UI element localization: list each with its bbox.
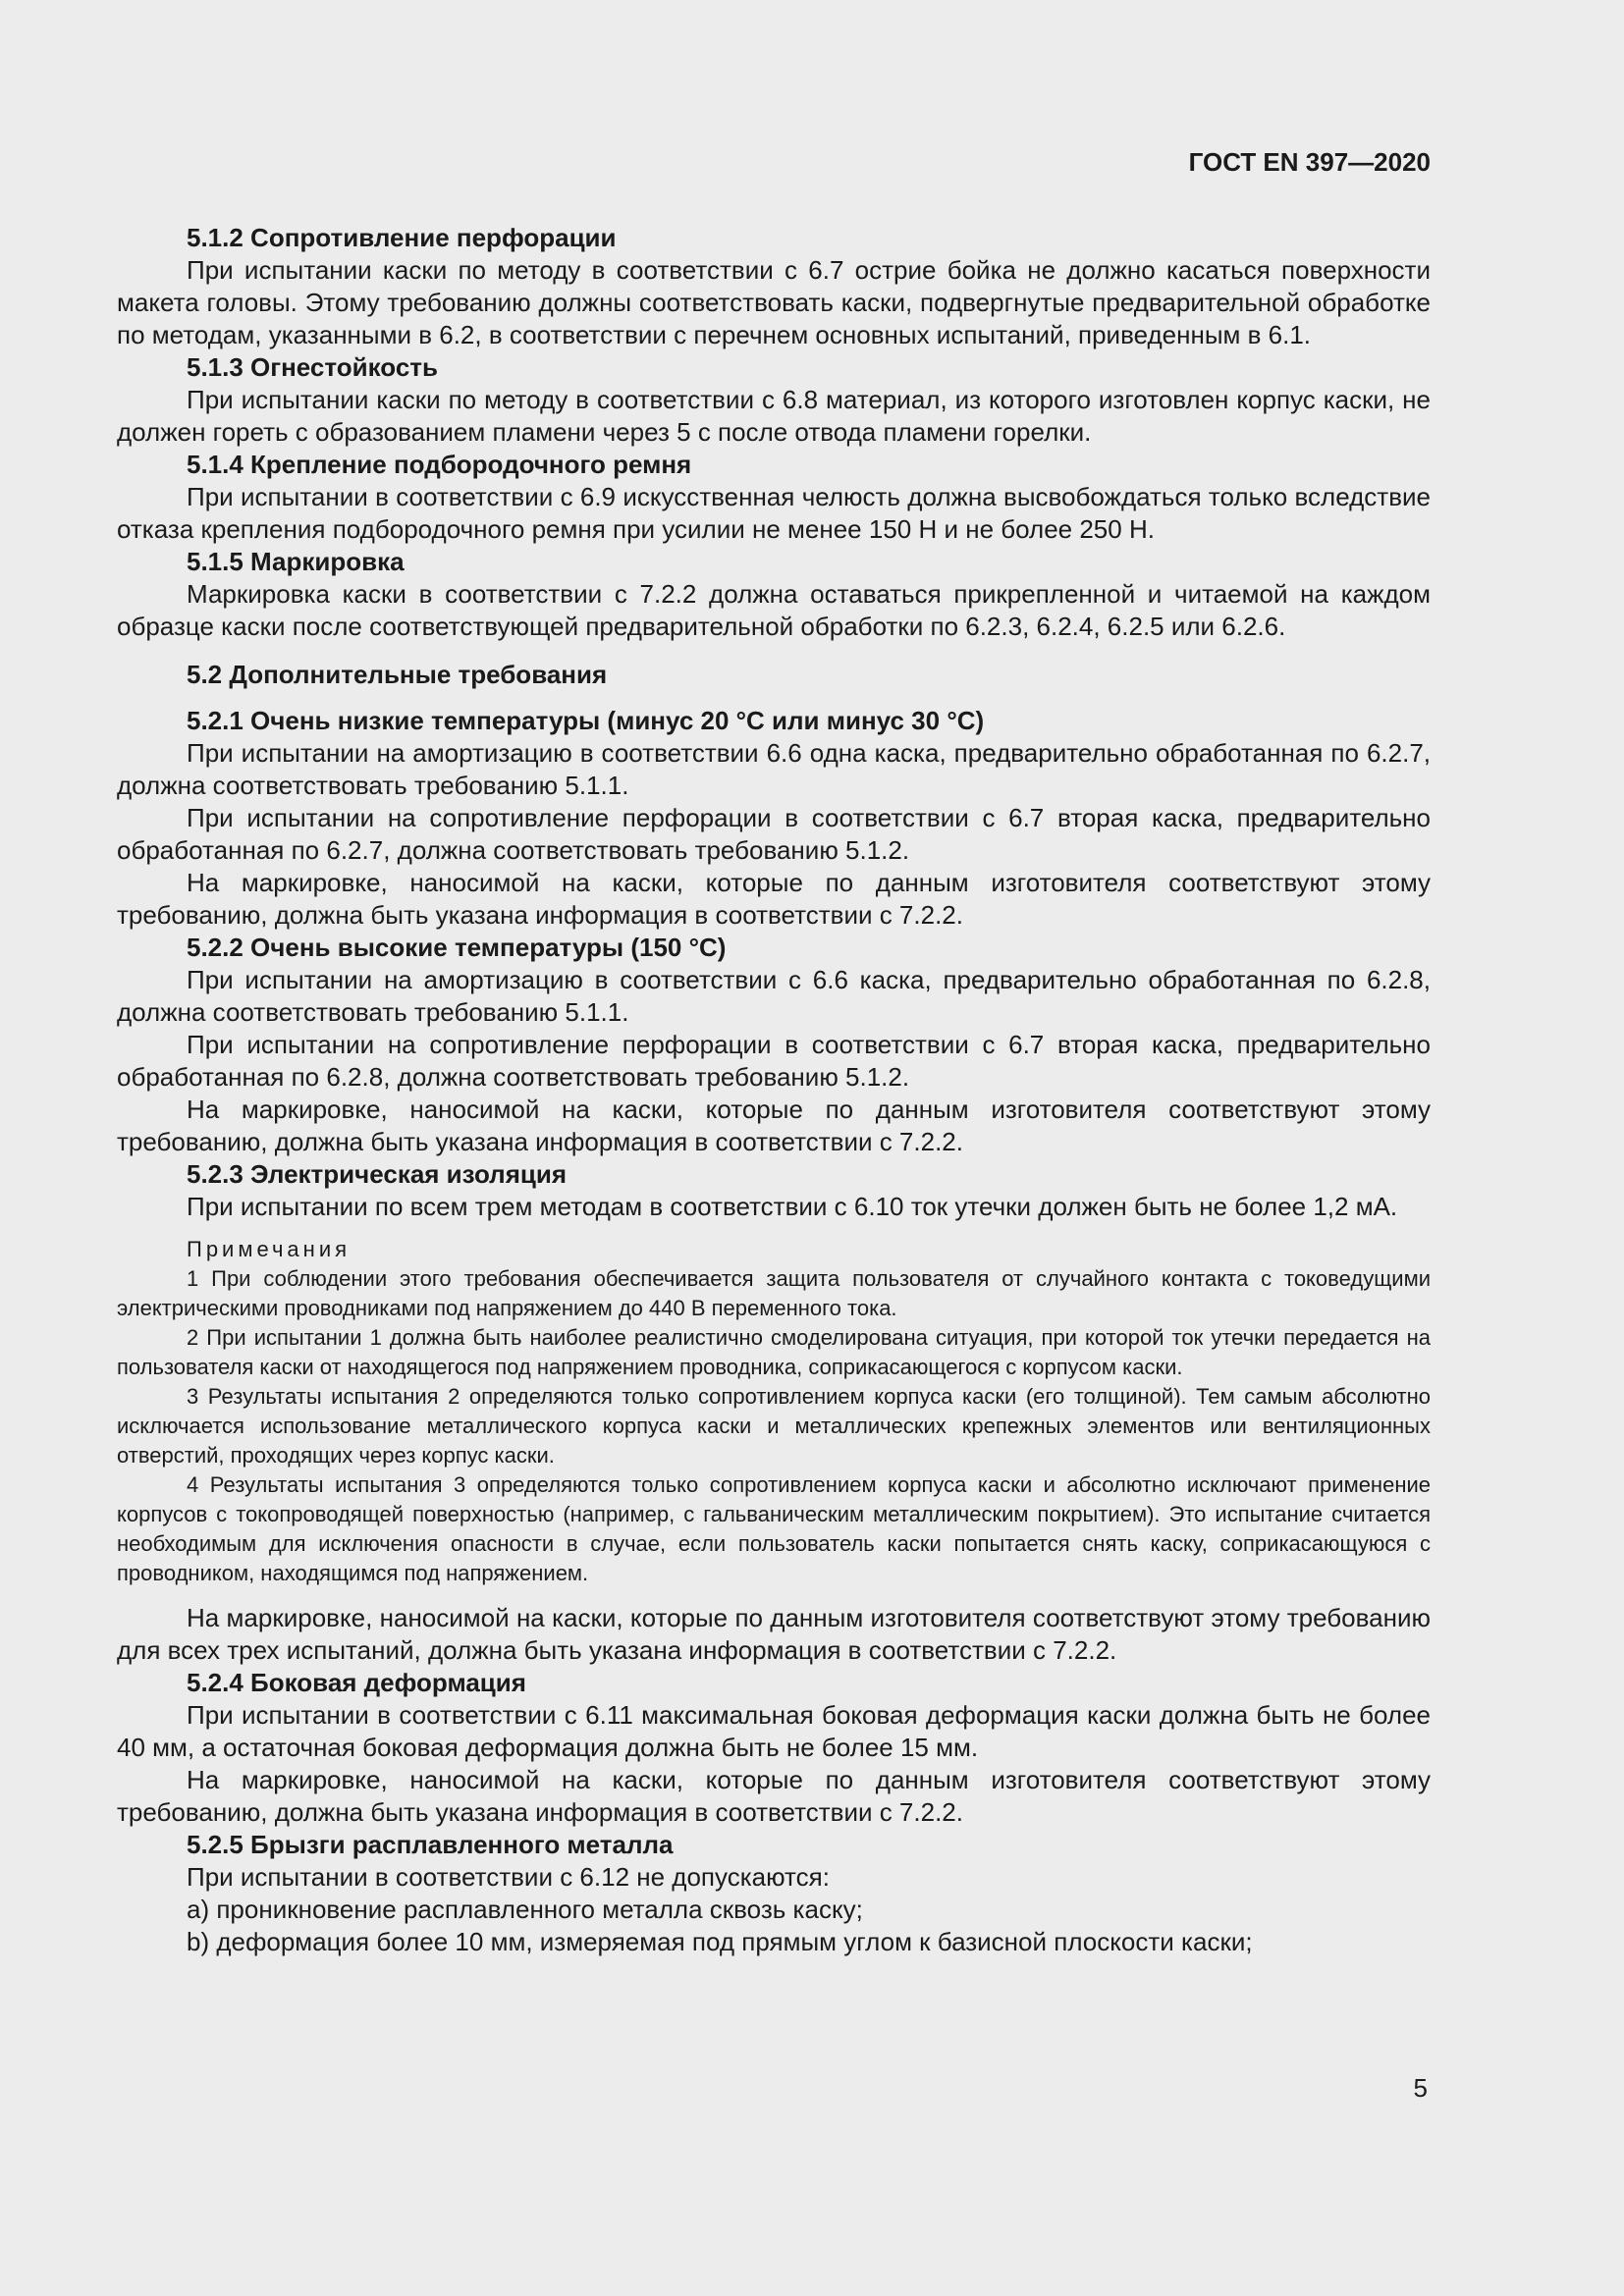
note-item: 3 Результаты испытания 2 определяются только сопротивлением корпуса каски (его толщиной). Тем самым абсолютно исключается использование металлического корпуса каски и металлических крепежных элементов или вентиляционных отверстий, проходящих через корпус каски. [117, 1384, 1431, 1468]
note-item: 1 При соблюдении этого требования обеспечивается защита пользователя от случайного контакта с токоведущими электрическими проводниками под напряжением до 440 В переменного тока. [117, 1266, 1431, 1320]
document-body [117, 222, 1431, 1958]
paragraph: На маркировке, наносимой на каски, которые по данным изготовителя соответствуют этому требованию, должна быть указана информация в соответствии с 7.2.2. [117, 868, 1431, 930]
paragraph: На маркировке, наносимой на каски, которые по данным изготовителя соответствуют этому требованию для всех трех испытаний, должна быть указана информация в соответствии с 7.2.2. [117, 1603, 1431, 1665]
paragraph: При испытании на амортизацию в соответствии 6.6 одна каска, предварительно обработанная по 6.2.7, должна соответствовать требованию 5.1.1. [117, 738, 1431, 800]
paragraph: При испытании по всем трем методам в соответствии с 6.10 ток утечки должен быть не более 1,2 мА. [187, 1192, 1398, 1221]
section-heading-h-5-1-5: 5.1.5 Маркировка [187, 547, 405, 576]
paragraph: Маркировка каски в соответствии с 7.2.2 должна оставаться прикрепленной и читаемой на каждом образце каски после соответствующей предварительной обработки по 6.2.3, 6.2.4, 6.2.5 или 6.2.6. [117, 579, 1431, 641]
paragraph: При испытании на сопротивление перфорации в соответствии с 6.7 вторая каска, предварительно обработанная по 6.2.8, должна соответствовать требованию 5.1.2. [117, 1030, 1431, 1092]
section-heading-h-5-2: 5.2 Дополнительные требования [187, 660, 608, 689]
notes-block [117, 1235, 1431, 1588]
paragraph: При испытании в соответствии с 6.12 не допускаются: [187, 1862, 830, 1892]
paragraph: При испытании на сопротивление перфорации в соответствии с 6.7 вторая каска, предварительно обработанная по 6.2.7, должна соответствовать требованию 5.1.2. [117, 803, 1431, 865]
paragraph: На маркировке, наносимой на каски, которые по данным изготовителя соответствуют этому требованию, должна быть указана информация в соответствии с 7.2.2. [117, 1765, 1431, 1827]
paragraph: При испытании каски по методу в соответствии с 6.8 материал, из которого изготовлен корпус каски, не должен гореть с образованием пламени через 5 с после отвода пламени горелки. [117, 385, 1431, 447]
section-heading-h-5-2-2: 5.2.2 Очень высокие температуры (150 °С) [187, 933, 727, 962]
paragraph: На маркировке, наносимой на каски, которые по данным изготовителя соответствуют этому требованию, должна быть указана информация в соответствии с 7.2.2. [117, 1095, 1431, 1156]
notes-title: Примечания [187, 1237, 352, 1261]
paragraph: При испытании в соответствии с 6.11 максимальная боковая деформация каски должна быть не более 40 мм, а остаточная боковая деформация должна быть не более 15 мм. [117, 1700, 1431, 1762]
section-heading-h-5-2-3: 5.2.3 Электрическая изоляция [187, 1159, 568, 1189]
section-heading-h-5-1-4: 5.1.4 Крепление подбородочного ремня [187, 450, 692, 479]
page-number: 5 [1413, 2073, 1428, 2103]
section-heading-h-5-1-2: 5.1.2 Сопротивление перфорации [187, 223, 617, 252]
section-heading-h-5-1-3: 5.1.3 Огнестойкость [187, 352, 439, 382]
section-heading-h-5-2-4: 5.2.4 Боковая деформация [187, 1668, 526, 1697]
section-heading-h-5-2-5: 5.2.5 Брызги расплавленного металла [187, 1830, 674, 1859]
paragraph: При испытании каски по методу в соответствии с 6.7 острие бойка не должно касаться поверхности макета головы. Этому требованию должны соответствовать каски, подвергнутые предварительной обработке по методам, указанными в 6.2, в соответствии с перечнем основных испытаний, приведенным в 6.1. [117, 255, 1431, 349]
document-code-header: ГОСТ EN 397—2020 [1188, 147, 1431, 177]
paragraph: При испытании на амортизацию в соответствии с 6.6 каска, предварительно обработанная по 6.2.8, должна соответствовать требованию 5.1.1. [117, 965, 1431, 1027]
paragraph: При испытании в соответствии с 6.9 искусственная челюсть должна высвобождаться только вследствие отказа крепления подбородочного ремня при усилии не менее 150 Н и не более 250 Н. [117, 482, 1431, 544]
paragraph: а) проникновение расплавленного металла сквозь каску; [187, 1895, 863, 1924]
paragraph: b) деформация более 10 мм, измеряемая под прямым углом к базисной плоскости каски; [187, 1927, 1253, 1956]
note-item: 4 Результаты испытания 3 определяются только сопротивлением корпуса каски и абсолютно исключают применение корпусов с токопроводящей поверхностью (например, с гальваническим металлическим покрытием). Это испытание считается необходимым для исключения опасности в случае, если пользователь каски попытается снять каску, соприкасающуюся с проводником, находящимся под напряжением. [117, 1472, 1431, 1585]
note-item: 2 При испытании 1 должна быть наиболее реалистично смоделирована ситуация, при которой ток утечки передается на пользователя каски от находящегося под напряжением проводника, соприкасающегося с корпусом каски. [117, 1325, 1431, 1379]
section-heading-h-5-2-1: 5.2.1 Очень низкие температуры (минус 20 °С или минус 30 °С) [187, 706, 985, 735]
